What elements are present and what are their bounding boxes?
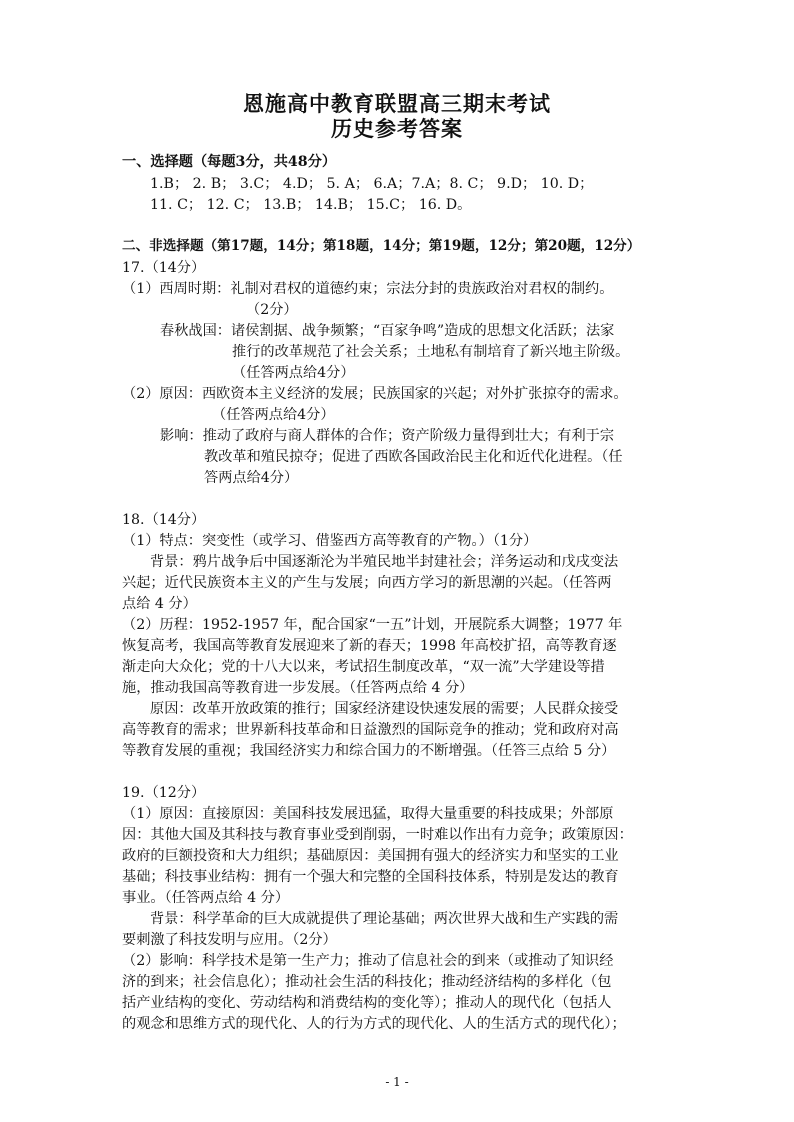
q17-line: （2分）: [246, 302, 298, 318]
page-number: - 1 -: [385, 1075, 409, 1089]
q17-line: 教改革和殖民掠夺；促进了西欧各国政治民主化和近代化进程。（任: [204, 449, 623, 465]
q19-line: 济的到来；社会信息化）；推动社会生活的科技化；推动经济结构的多样化（包: [122, 974, 612, 990]
q19-line: 因：其他大国及其科技与教育事业受到削弱，一时难以作出有力竞争；政策原因：: [122, 827, 633, 843]
q17-line: （1）西周时期：礼制对君权的道德约束；宗法分封的贵族政治对君权的制约。: [122, 281, 614, 297]
q18-line: 原因：改革开放政策的推行；国家经济建设快速发展的需要；人民群众接受: [150, 701, 619, 717]
q18-line: 点给 4 分）: [122, 596, 197, 612]
q18-line: 施，推动我国高等教育进一步发展。（任答两点给 4 分）: [122, 680, 474, 696]
mc-answers-row-1: 1.B； 2. B； 3.C； 4.D； 5. A； 6.A；7.A；8. C； 9.D； 10. D；: [150, 176, 594, 192]
q19-line: 背景：科学革命的巨大成就提供了理论基础；两次世界大战和生产实践的需: [150, 911, 619, 927]
page-subtitle: 历史参考答案: [331, 116, 463, 141]
q19-line: 基础；科技事业结构：拥有一个强大和完整的全国科技体系，特别是发达的教育: [122, 869, 619, 885]
q19-line: 的观念和思维方式的现代化、人的行为方式的现代化、人的生活方式的现代化）；: [122, 1016, 626, 1032]
section2-heading: 二、非选择题（第17题，14分；第18题，14分；第19题，12分；第20题，12分）: [122, 238, 641, 254]
q18-line: 渐走向大众化；党的十八大以来，考试招生制度改革，“双一流”大学建设等措: [122, 659, 605, 675]
q19-line: 政府的巨额投资和大力组织；基础原因：美国拥有强大的经济实力和坚实的工业: [122, 848, 619, 864]
q18-line: 恢复高考，我国高等教育发展迎来了新的春天；1998 年高校扩招，高等教育逐: [122, 638, 617, 654]
section1-heading: 一、选择题（每题3分，共48分）: [122, 154, 337, 170]
q19-line: （1）原因：直接原因：美国科技发展迅猛，取得大量重要的科技成果；外部原: [122, 806, 614, 822]
q17-number: 17.（14分）: [122, 260, 206, 276]
q18-number: 18.（14分）: [122, 512, 206, 528]
q18-line: 高等教育的需求；世界新科技革命和日益激烈的国际竞争的推动；党和政府对高: [122, 722, 619, 738]
q18-line: 背景：鸦片战争后中国逐渐沦为半殖民地半封建社会；洋务运动和戊戌变法: [150, 554, 619, 570]
q17-line: 推行的改革规范了社会关系；土地私有制培育了新兴地主阶级。: [232, 344, 630, 360]
q17-line: 春秋战国：诸侯割据、战争频繁；“百家争鸣”造成的思想文化活跃；法家: [160, 323, 615, 339]
q19-line: 要刺激了科技发明与应用。（2分）: [122, 932, 337, 948]
page-title: 恩施高中教育联盟高三期末考试: [243, 91, 551, 116]
q17-line: 答两点给4分）: [204, 470, 299, 486]
q19-line: 括产业结构的变化、劳动结构和消费结构的变化等）；推动人的现代化（包括人: [122, 995, 612, 1011]
q17-line: 影响：推动了政府与商人群体的合作；资产阶级力量得到壮大；有利于宗: [160, 428, 615, 444]
q18-line: （1）特点：突变性（或学习、借鉴西方高等教育的产物。）（1分）: [122, 533, 538, 549]
q18-line: 等教育发展的重视；我国经济实力和综合国力的不断增强。（任答三点给 5 分）: [122, 743, 616, 759]
q17-line: （任答两点给4分）: [212, 407, 335, 423]
q18-line: 兴起；近代民族资本主义的产生与发展；向西方学习的新思潮的兴起。（任答两: [122, 575, 612, 591]
q18-line: （2）历程：1952-1957 年，配合国家“一五”计划，开展院系大调整；1977 年: [122, 617, 623, 633]
q17-line: （任答两点给4分）: [232, 365, 355, 381]
q19-line: 事业。（任答两点给 4 分）: [122, 890, 290, 906]
q19-number: 19.（12分）: [122, 785, 206, 801]
q19-line: （2）影响：科学技术是第一生产力；推动了信息社会的到来（或推动了知识经: [122, 953, 614, 969]
q17-line: （2）原因：西欧资本主义经济的发展；民族国家的兴起；对外扩张掠夺的需求。: [122, 386, 628, 402]
mc-answers-row-2: 11. C； 12. C； 13.B； 14.B； 15.C； 16. D。: [150, 197, 472, 213]
